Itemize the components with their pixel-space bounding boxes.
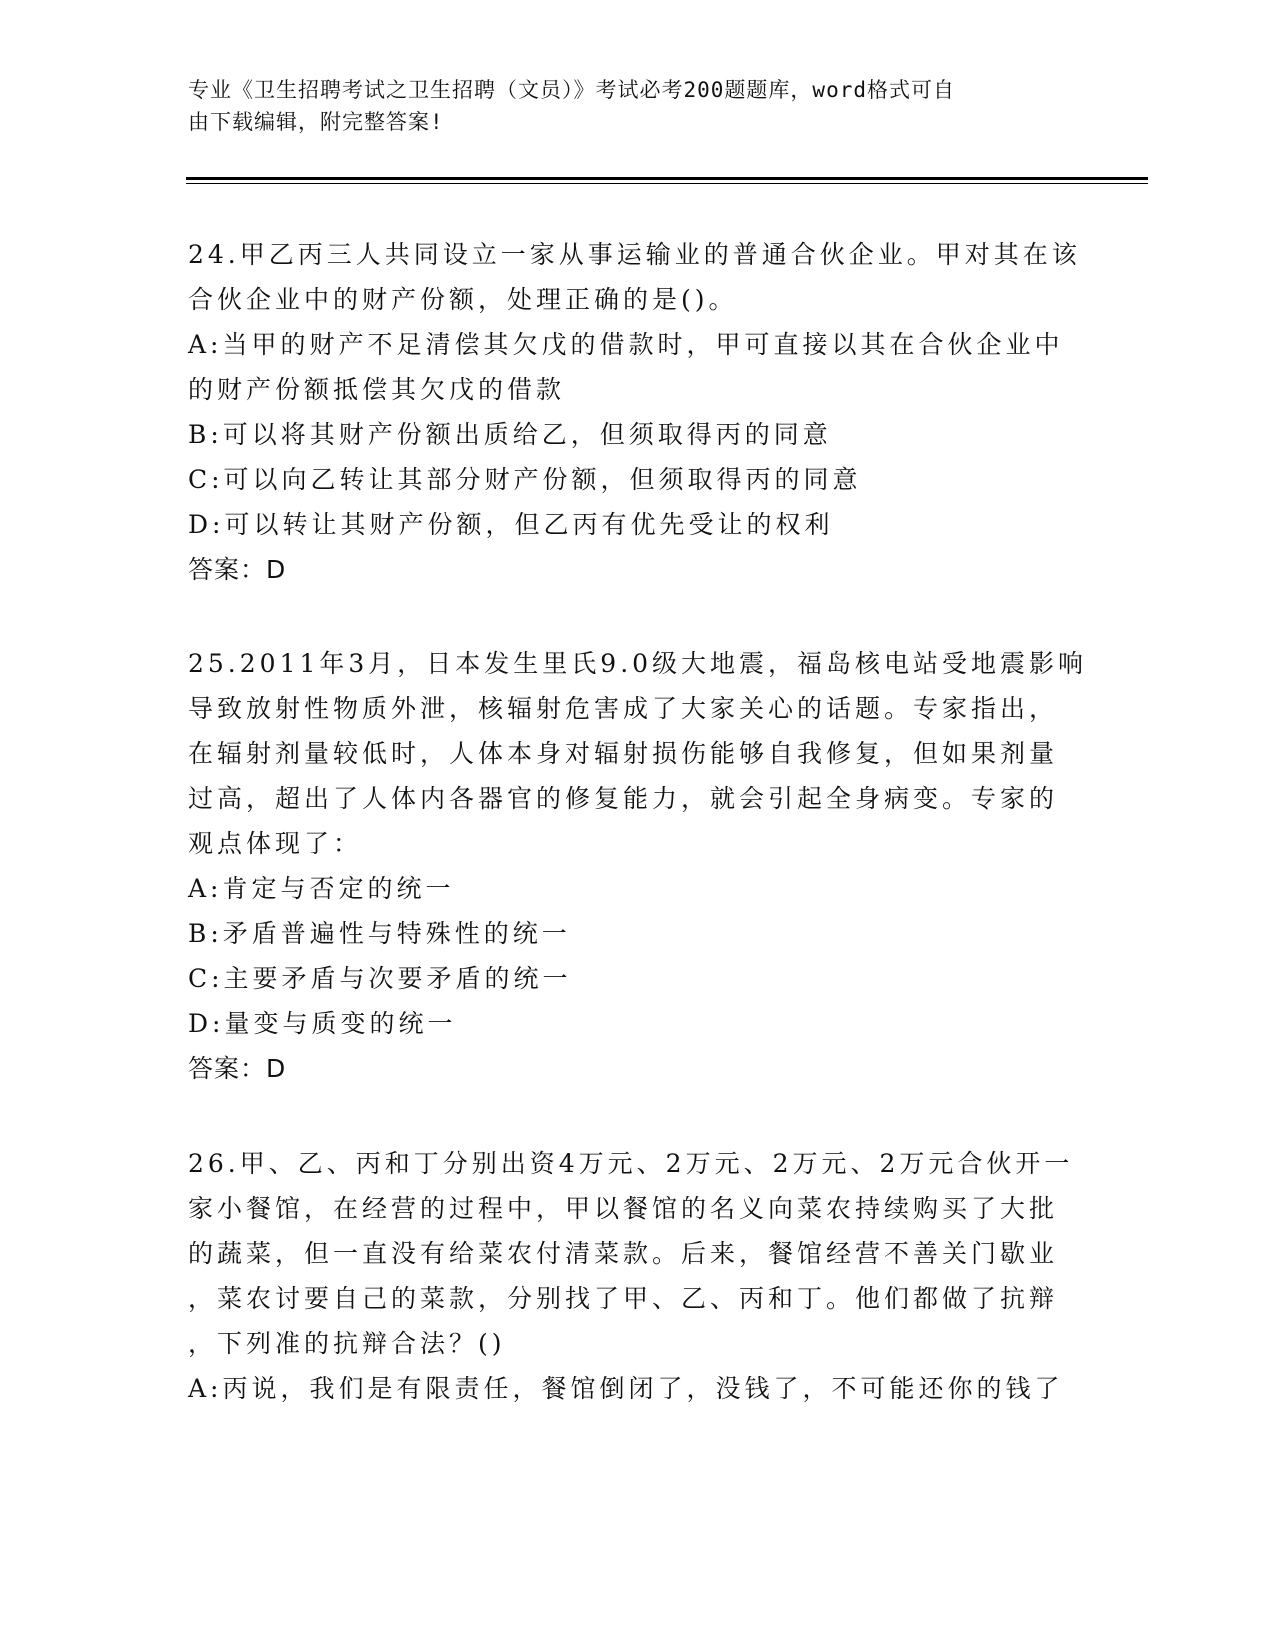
- question-text-line: 24.甲乙丙三人共同设立一家从事运输业的普通合伙企业。甲对其在该: [188, 240, 1081, 269]
- question-text-line: 合伙企业中的财产份额，处理正确的是()。: [188, 285, 738, 314]
- question-text-line: 26.甲、乙、丙和丁分别出资4万元、2万元、2万元、2万元合伙开一: [188, 1149, 1074, 1178]
- question-text-line: ，菜农讨要自己的菜款，分别找了甲、乙、丙和丁。他们都做了抗辩: [188, 1284, 1059, 1313]
- question-text-line: 家小餐馆，在经营的过程中，甲以餐馆的名义向菜农持续购买了大批: [188, 1194, 1059, 1223]
- option-a-continued: 的财产份额抵偿其欠戊的借款: [188, 375, 566, 404]
- option-c: C:主要矛盾与次要矛盾的统一: [188, 964, 572, 993]
- option-a: A:当甲的财产不足清偿其欠戊的借款时，甲可直接以其在合伙企业中: [188, 330, 1064, 359]
- question-text-line: 导致放射性物质外泄，核辐射危害成了大家关心的话题。专家指出，: [188, 694, 1059, 723]
- header-rule-thin: [186, 183, 1148, 184]
- question-text-line: 观点体现了：: [188, 829, 363, 858]
- question-text-line: 过高，超出了人体内各器官的修复能力，就会引起全身病变。专家的: [188, 784, 1059, 813]
- question-text-line: 的蔬菜，但一直没有给菜农付清菜款。后来，餐馆经营不善关门歇业: [188, 1239, 1059, 1268]
- option-c: C:可以向乙转让其部分财产份额，但须取得丙的同意: [188, 465, 862, 494]
- document-header: [188, 74, 1068, 138]
- question-25: [188, 641, 1088, 1091]
- header-rule-thick: [186, 177, 1148, 180]
- question-text-line: 25.2011年3月，日本发生里氏9.0级大地震，福岛核电站受地震影响: [188, 649, 1088, 678]
- header-line-2: 由下载编辑，附完整答案!: [188, 110, 444, 134]
- option-b: B:可以将其财产份额出质给乙，但须取得丙的同意: [188, 420, 832, 449]
- question-text-line: ，下列准的抗辩合法？(): [188, 1329, 506, 1358]
- answer-label: 答案：D: [188, 1054, 287, 1083]
- option-d: D:可以转让其财产份额，但乙丙有优先受让的权利: [188, 510, 834, 539]
- question-26: [188, 1141, 1088, 1411]
- option-d: D:量变与质变的统一: [188, 1009, 457, 1038]
- answer-label: 答案：D: [188, 555, 287, 584]
- question-text-line: 在辐射剂量较低时，人体本身对辐射损伤能够自我修复，但如果剂量: [188, 739, 1059, 768]
- option-b: B:矛盾普遍性与特殊性的统一: [188, 919, 571, 948]
- header-line-1: 专业《卫生招聘考试之卫生招聘（文员）》考试必考200题题库，word格式可自: [188, 78, 955, 102]
- option-a: A:丙说，我们是有限责任，餐馆倒闭了，没钱了，不可能还你的钱了: [188, 1374, 1064, 1403]
- option-a: A:肯定与否定的统一: [188, 874, 455, 903]
- question-24: [188, 232, 1088, 592]
